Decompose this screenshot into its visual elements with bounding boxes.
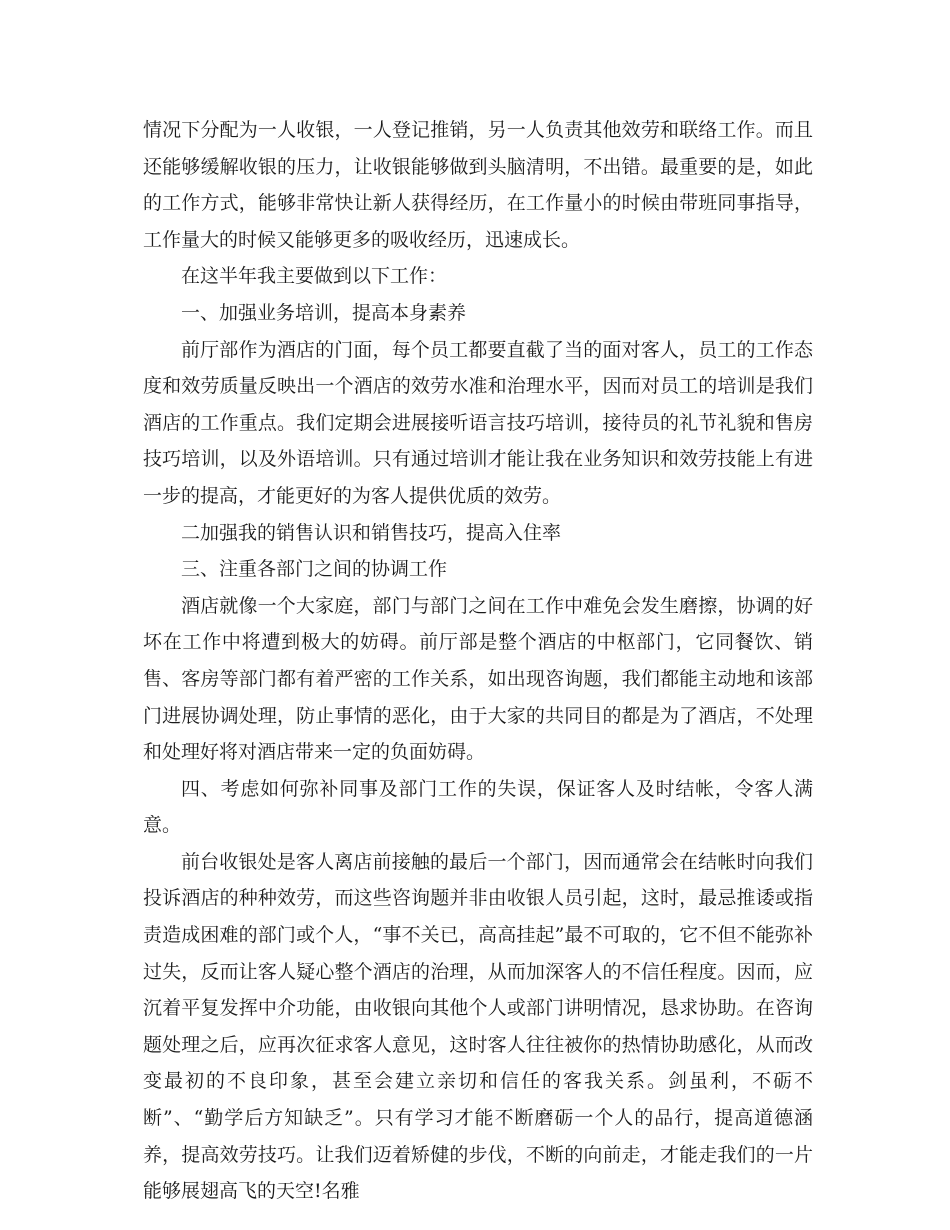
paragraph-3: 前厅部作为酒店的门面，每个员工都要直截了当的面对客人，员工的工作态度和效劳质量反映出一个酒店的效劳水准和治理水平，因而对员工的培训是我们酒店的工作重点。我们定期会进展接听语言技巧培训，接待员的礼节礼貌和售房技巧培训，以及外语培训。只有通过培训才能让我在业务知识和效劳技能上有进一步的提高，才能更好的为客人提供优质的效劳。 xyxy=(143,338,813,507)
paragraph-4: 酒店就像一个大家庭，部门与部门之间在工作中难免会发生磨擦，协调的好坏在工作中将遭到极大的妨碍。前厅部是整个酒店的中枢部门，它同餐饮、销售、客房等部门都有着严密的工作关系，如出现咨询题，我们都能主动地和该部门进展协调处理，防止事情的恶化，由于大家的共同目的都是为了酒店，不处理和处理好将对酒店带来一定的负面妨碍。 xyxy=(143,594,813,764)
paragraph-2: 在这半年我主要做到以下工作： xyxy=(181,265,448,288)
paragraph-1: 情况下分配为一人收银，一人登记推销，另一人负责其他效劳和联络工作。而且还能够缓解收银的压力，让收银能够做到头脑清明，不出错。最重要的是，如此的工作方式，能够非常快让新人获得经历，在工作量小的时候由带班同事指导，工作量大的时候又能够更多的吸收经历，迅速成长。 xyxy=(143,119,813,251)
section-heading-4: 四、考虑如何弥补同事及部门工作的失误，保证客人及时结帐，令客人满意。 xyxy=(143,777,813,837)
document-body xyxy=(143,112,813,1210)
paragraph-5: 前台收银处是客人离店前接触的最后一个部门，因而通常会在结帐时向我们投诉酒店的种种效劳，而这些咨询题并非由收银人员引起，这时，最忌推诿或指责造成困难的部门或个人，“事不关已，高高挂起”最不可取的，它不但不能弥补过失，反而让客人疑心整个酒店的治理，从而加深客人的不信任程度。因而，应沉着平复发挥中介功能，由收银向其他个人或部门讲明情况，恳求协助。在咨询题处理之后，应再次征求客人意见，这时客人往往被你的热情协助感化，从而改变最初的不良印象，甚至会建立亲切和信任的客我关系。剑虽利，不砺不断”、“勤学后方知缺乏”。只有学习才能不断磨砺一个人的品行，提高道德涵养，提高效劳技巧。让我们迈着矫健的步伐，不断的向前走，才能走我们的一片能够展翅高飞的天空!名雅 xyxy=(143,850,813,1203)
section-heading-3: 三、注重各部门之间的协调工作 xyxy=(181,558,448,581)
section-heading-2: 二加强我的销售认识和销售技巧，提高入住率 xyxy=(181,521,562,544)
section-heading-1: 一、加强业务培训，提高本身素养 xyxy=(181,301,467,324)
